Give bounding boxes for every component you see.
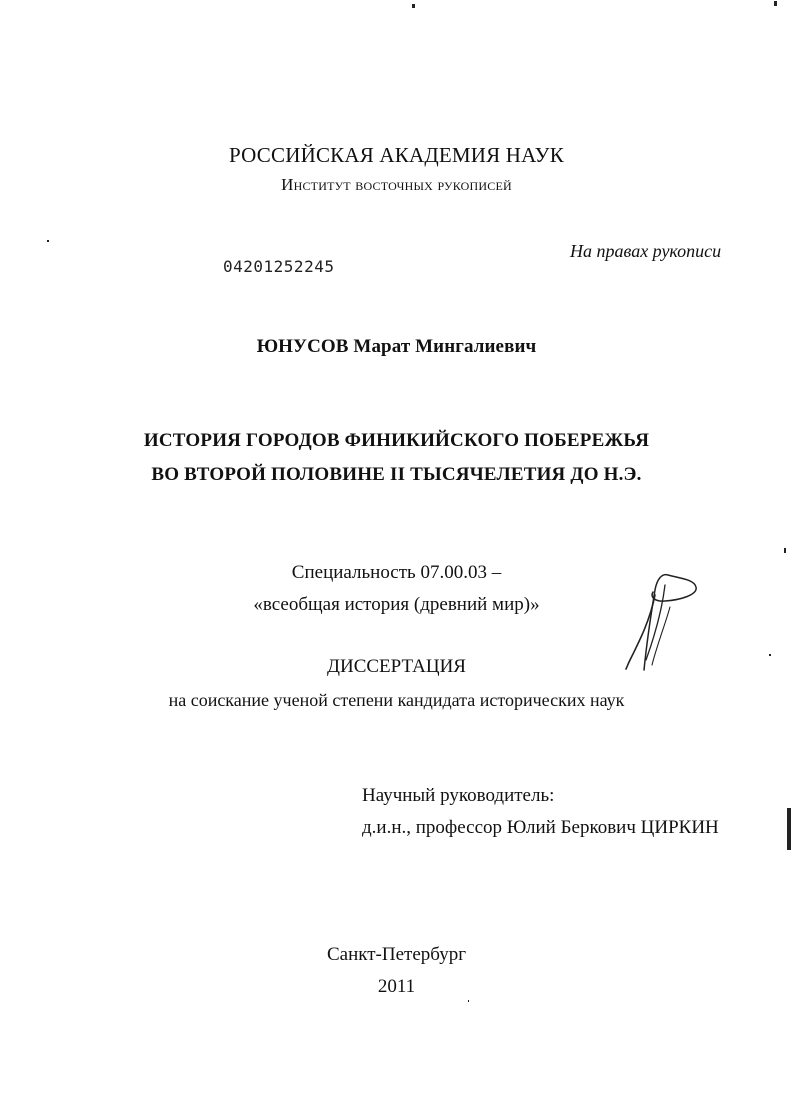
specialty-line-2: «всеобщая история (древний мир)»	[253, 594, 540, 615]
dissertation-title-line-2: ВО ВТОРОЙ ПОЛОВИНЕ II ТЫСЯЧЕЛЕТИЯ ДО Н.Э.	[151, 464, 642, 485]
specialty-line-1: Специальность 07.00.03 –	[291, 562, 502, 583]
supervisor-label: Научный руководитель:	[362, 785, 555, 806]
registration-code: 04201252245	[223, 257, 335, 276]
institute-name: Институт восточных рукописей	[281, 175, 512, 194]
scan-speck	[784, 548, 786, 553]
supervisor-name: д.и.н., профессор Юлий Беркович ЦИРКИН	[362, 817, 719, 838]
author-name: ЮНУСОВ Марат Мингалиевич	[256, 336, 537, 357]
rights-note: На правах рукописи	[570, 241, 722, 261]
scan-speck	[47, 240, 49, 242]
academy-name: РОССИЙСКАЯ АКАДЕМИЯ НАУК	[229, 143, 564, 167]
scan-speck	[468, 1000, 469, 1002]
scan-speck	[412, 4, 415, 8]
document-type: ДИССЕРТАЦИЯ	[327, 656, 466, 677]
scan-edge-mark	[787, 808, 791, 850]
city: Санкт-Петербург	[326, 944, 466, 965]
degree-statement: на соискание ученой степени кандидата исторических наук	[168, 690, 625, 710]
dissertation-title-line-1: ИСТОРИЯ ГОРОДОВ ФИНИКИЙСКОГО ПОБЕРЕЖЬЯ	[143, 430, 650, 451]
scan-speck	[774, 1, 777, 6]
year: 2011	[377, 976, 416, 997]
scan-speck	[769, 654, 771, 656]
